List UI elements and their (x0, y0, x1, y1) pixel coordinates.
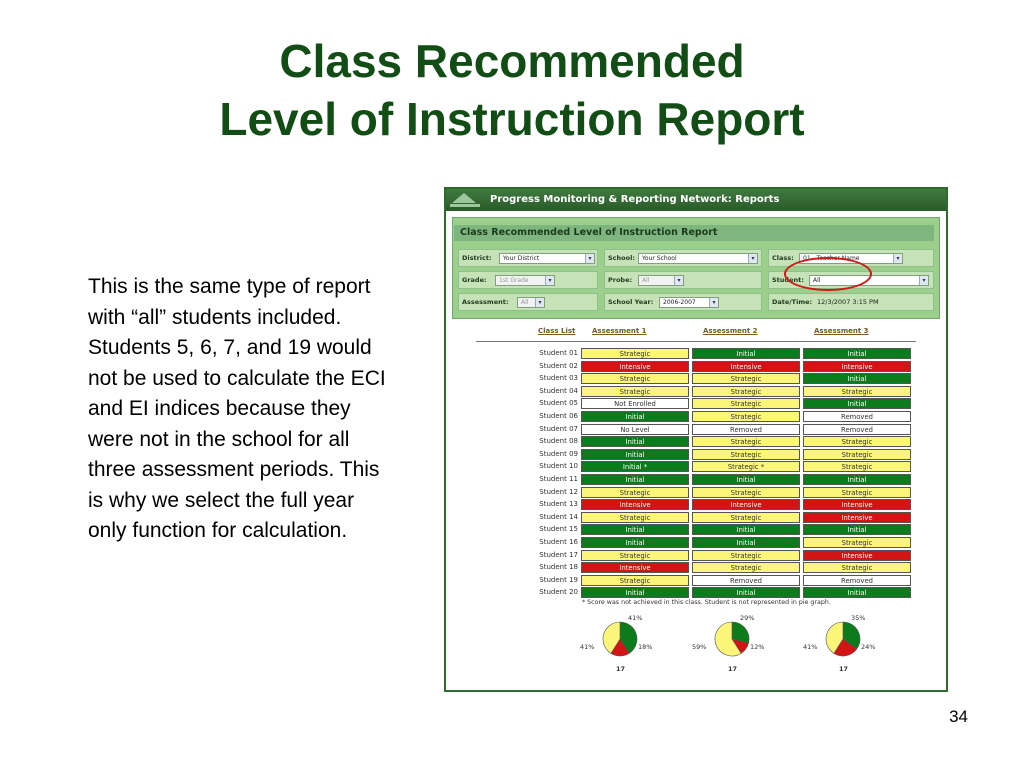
student-name[interactable]: Student 18 (539, 563, 578, 572)
level-cell-assessment-3: Initial (803, 587, 911, 598)
student-name[interactable]: Student 19 (539, 575, 578, 584)
district-label: District: (462, 254, 492, 262)
pie-label-strategic: 41% (803, 643, 818, 651)
level-cell-assessment-3: Strategic (803, 386, 911, 397)
level-cell-assessment-1: Initial (581, 436, 689, 447)
header-divider (476, 341, 916, 342)
level-cell-assessment-1: Not Enrolled (581, 398, 689, 409)
table-row (446, 360, 946, 373)
datetime-value: 12/3/2007 3:15 PM (817, 298, 879, 306)
school-year-select[interactable]: 2006-2007 ▾ (659, 297, 719, 308)
pie-chart-assessment-1 (580, 614, 660, 687)
level-cell-assessment-2: Strategic (692, 411, 800, 422)
level-cell-assessment-3: Initial (803, 398, 911, 409)
student-name[interactable]: Student 12 (539, 487, 578, 496)
pie-svg (803, 617, 883, 667)
table-footnote: * Score was not achieved in this class. Student is not represented in pie graph. (582, 599, 831, 606)
pie-label-initial: 29% (740, 614, 755, 622)
student-name[interactable]: Student 07 (539, 424, 578, 433)
level-cell-assessment-1: Initial (581, 524, 689, 535)
level-cell-assessment-1: Strategic (581, 487, 689, 498)
class-label: Class: (772, 254, 794, 262)
school-year-filter (604, 293, 762, 311)
table-row (446, 347, 946, 360)
chevron-down-icon: ▾ (585, 254, 594, 263)
student-name[interactable]: Student 11 (539, 475, 578, 483)
school-year-label: School Year: (608, 298, 654, 306)
app-header-title: Progress Monitoring & Reporting Network: Reports (490, 194, 780, 205)
level-cell-assessment-3: Strategic (803, 461, 911, 472)
level-cell-assessment-2: Strategic (692, 449, 800, 460)
student-name[interactable]: Student 14 (539, 512, 578, 521)
pie-label-strategic: 59% (692, 643, 707, 651)
level-cell-assessment-3: Intensive (803, 499, 911, 510)
school-filter (604, 249, 762, 267)
chevron-down-icon: ▾ (674, 276, 683, 285)
level-cell-assessment-1: Strategic (581, 386, 689, 397)
pie-svg (580, 617, 660, 667)
level-cell-assessment-3: Strategic (803, 537, 911, 548)
level-cell-assessment-1: Initial * (581, 461, 689, 472)
student-name[interactable]: Student 03 (539, 374, 578, 383)
level-cell-assessment-1: Intensive (581, 361, 689, 372)
level-cell-assessment-2: Intensive (692, 361, 800, 372)
report-screenshot (444, 187, 948, 692)
level-cell-assessment-1: Strategic (581, 575, 689, 586)
level-cell-assessment-3: Initial (803, 474, 911, 485)
probe-filter (604, 271, 762, 289)
level-cell-assessment-2: Removed (692, 575, 800, 586)
pie-label-intensive: 24% (861, 643, 876, 651)
level-cell-assessment-3: Initial (803, 373, 911, 384)
table-row (446, 523, 946, 536)
level-cell-assessment-1: Strategic (581, 550, 689, 561)
col-header-assessment-2[interactable]: Assessment 2 (703, 327, 758, 335)
pie-label-intensive: 18% (638, 643, 653, 651)
chevron-down-icon: ▾ (545, 276, 554, 285)
chevron-down-icon: ▾ (709, 298, 718, 307)
grade-label: Grade: (462, 276, 487, 284)
level-cell-assessment-1: No Level (581, 424, 689, 435)
student-name[interactable]: Student 05 (539, 399, 578, 408)
level-cell-assessment-3: Strategic (803, 562, 911, 573)
assessment-label: Assessment: (462, 298, 509, 306)
student-name[interactable]: Student 17 (539, 550, 578, 559)
table-row (446, 498, 946, 511)
col-header-assessment-1[interactable]: Assessment 1 (592, 327, 647, 335)
level-cell-assessment-1: Intensive (581, 562, 689, 573)
level-cell-assessment-2: Strategic (692, 436, 800, 447)
level-cell-assessment-2: Strategic * (692, 461, 800, 472)
pie-label-initial: 35% (851, 614, 866, 622)
slide-body-text: This is the same type of report with “all” students included. Students 5, 6, 7, and 19 would not be used to calculate the ECI and EI indices because they were not in the school for all three assessment periods. This is why we select the full year only function for calculation. (88, 275, 386, 542)
level-cell-assessment-1: Initial (581, 537, 689, 548)
level-cell-assessment-3: Initial (803, 348, 911, 359)
table-row (446, 511, 946, 524)
level-cell-assessment-2: Strategic (692, 386, 800, 397)
level-cell-assessment-1: Initial (581, 587, 689, 598)
student-select[interactable]: All ▾ (809, 275, 929, 286)
level-cell-assessment-2: Removed (692, 424, 800, 435)
level-cell-assessment-2: Strategic (692, 398, 800, 409)
student-name[interactable]: Student 10 (539, 462, 578, 471)
student-name[interactable]: Student 09 (539, 449, 578, 458)
level-cell-assessment-2: Strategic (692, 550, 800, 561)
probe-select[interactable]: All ▾ (638, 275, 684, 286)
chevron-down-icon: ▾ (748, 254, 757, 263)
class-select[interactable]: 01 - Teacher Name ▾ (799, 253, 903, 264)
table-row (446, 486, 946, 499)
table-row (446, 372, 946, 385)
table-row (446, 423, 946, 436)
level-cell-assessment-2: Intensive (692, 499, 800, 510)
table-row (446, 561, 946, 574)
table-row (446, 397, 946, 410)
level-cell-assessment-2: Strategic (692, 512, 800, 523)
pie-svg (692, 617, 772, 667)
report-title: Class Recommended Level of Instruction Report (454, 225, 934, 241)
col-header-assessment-3[interactable]: Assessment 3 (814, 327, 869, 335)
level-cell-assessment-2: Initial (692, 348, 800, 359)
assessment-filter (458, 293, 598, 311)
student-name[interactable]: Student 04 (539, 386, 578, 395)
student-name[interactable]: Student 20 (539, 588, 578, 597)
datetime-filter (768, 293, 934, 311)
app-header (446, 189, 946, 211)
level-cell-assessment-2: Strategic (692, 373, 800, 384)
pie-label-initial: 41% (628, 614, 643, 622)
assessment-select[interactable]: All ▾ (517, 297, 545, 308)
datetime-label: Date/Time: (772, 298, 813, 306)
level-cell-assessment-3: Strategic (803, 449, 911, 460)
grade-select[interactable]: 1st Grade ▾ (495, 275, 555, 286)
chevron-down-icon: ▾ (919, 276, 928, 285)
pie-student-count: 17 (616, 665, 626, 673)
table-row (446, 473, 946, 486)
student-name[interactable]: Student 15 (539, 525, 578, 534)
page-number: 34 (949, 707, 968, 726)
student-name[interactable]: Student 08 (539, 437, 578, 446)
level-cell-assessment-3: Removed (803, 575, 911, 586)
table-row (446, 460, 946, 473)
level-cell-assessment-1: Initial (581, 449, 689, 460)
probe-label: Probe: (608, 276, 633, 284)
table-row (446, 410, 946, 423)
table-row (446, 385, 946, 398)
house-logo-icon (450, 193, 480, 207)
level-cell-assessment-2: Initial (692, 524, 800, 535)
school-select[interactable]: Your School ▾ (638, 253, 758, 264)
level-cell-assessment-1: Intensive (581, 499, 689, 510)
col-header-class-list[interactable]: Class List (538, 327, 576, 335)
level-cell-assessment-3: Removed (803, 424, 911, 435)
level-cell-assessment-2: Strategic (692, 487, 800, 498)
level-cell-assessment-3: Intensive (803, 550, 911, 561)
district-select[interactable]: Your District ▾ (499, 253, 595, 264)
level-cell-assessment-1: Initial (581, 474, 689, 485)
pie-student-count: 17 (839, 665, 849, 673)
level-cell-assessment-3: Initial (803, 524, 911, 535)
level-cell-assessment-3: Strategic (803, 436, 911, 447)
student-name[interactable]: Student 02 (539, 361, 578, 370)
table-row (446, 435, 946, 448)
grade-filter (458, 271, 598, 289)
level-cell-assessment-3: Strategic (803, 487, 911, 498)
level-cell-assessment-3: Intensive (803, 361, 911, 372)
level-cell-assessment-2: Strategic (692, 562, 800, 573)
pie-chart-assessment-2 (692, 614, 772, 687)
level-cell-assessment-1: Strategic (581, 348, 689, 359)
pie-student-count: 17 (728, 665, 738, 673)
student-filter-highlight-ellipse (784, 257, 872, 291)
chevron-down-icon: ▾ (893, 254, 902, 263)
slide-title (0, 32, 1024, 148)
pie-chart-assessment-3 (803, 614, 883, 687)
student-label: Student: (772, 276, 804, 284)
level-cell-assessment-2: Initial (692, 587, 800, 598)
level-cell-assessment-2: Initial (692, 474, 800, 485)
slide-title-line-1: Class Recommended (279, 35, 745, 87)
student-name[interactable]: Student 01 (539, 349, 578, 357)
level-cell-assessment-1: Strategic (581, 373, 689, 384)
level-cell-assessment-1: Initial (581, 411, 689, 422)
student-name[interactable]: Student 16 (539, 538, 578, 546)
pie-label-intensive: 12% (750, 643, 765, 651)
filter-row-3 (458, 293, 934, 311)
slide-title-line-2: Level of Instruction Report (219, 93, 805, 145)
level-cell-assessment-3: Removed (803, 411, 911, 422)
level-cell-assessment-1: Strategic (581, 512, 689, 523)
table-row (446, 574, 946, 587)
table-row (446, 586, 946, 599)
table-row (446, 549, 946, 562)
level-cell-assessment-2: Initial (692, 537, 800, 548)
school-label: School: (608, 254, 635, 262)
pie-label-strategic: 41% (580, 643, 595, 651)
level-cell-assessment-3: Intensive (803, 512, 911, 523)
chevron-down-icon: ▾ (535, 298, 544, 307)
table-row (446, 536, 946, 549)
student-name[interactable]: Student 13 (539, 500, 578, 509)
table-row (446, 448, 946, 461)
district-filter (458, 249, 598, 267)
student-name[interactable]: Student 06 (539, 412, 578, 420)
